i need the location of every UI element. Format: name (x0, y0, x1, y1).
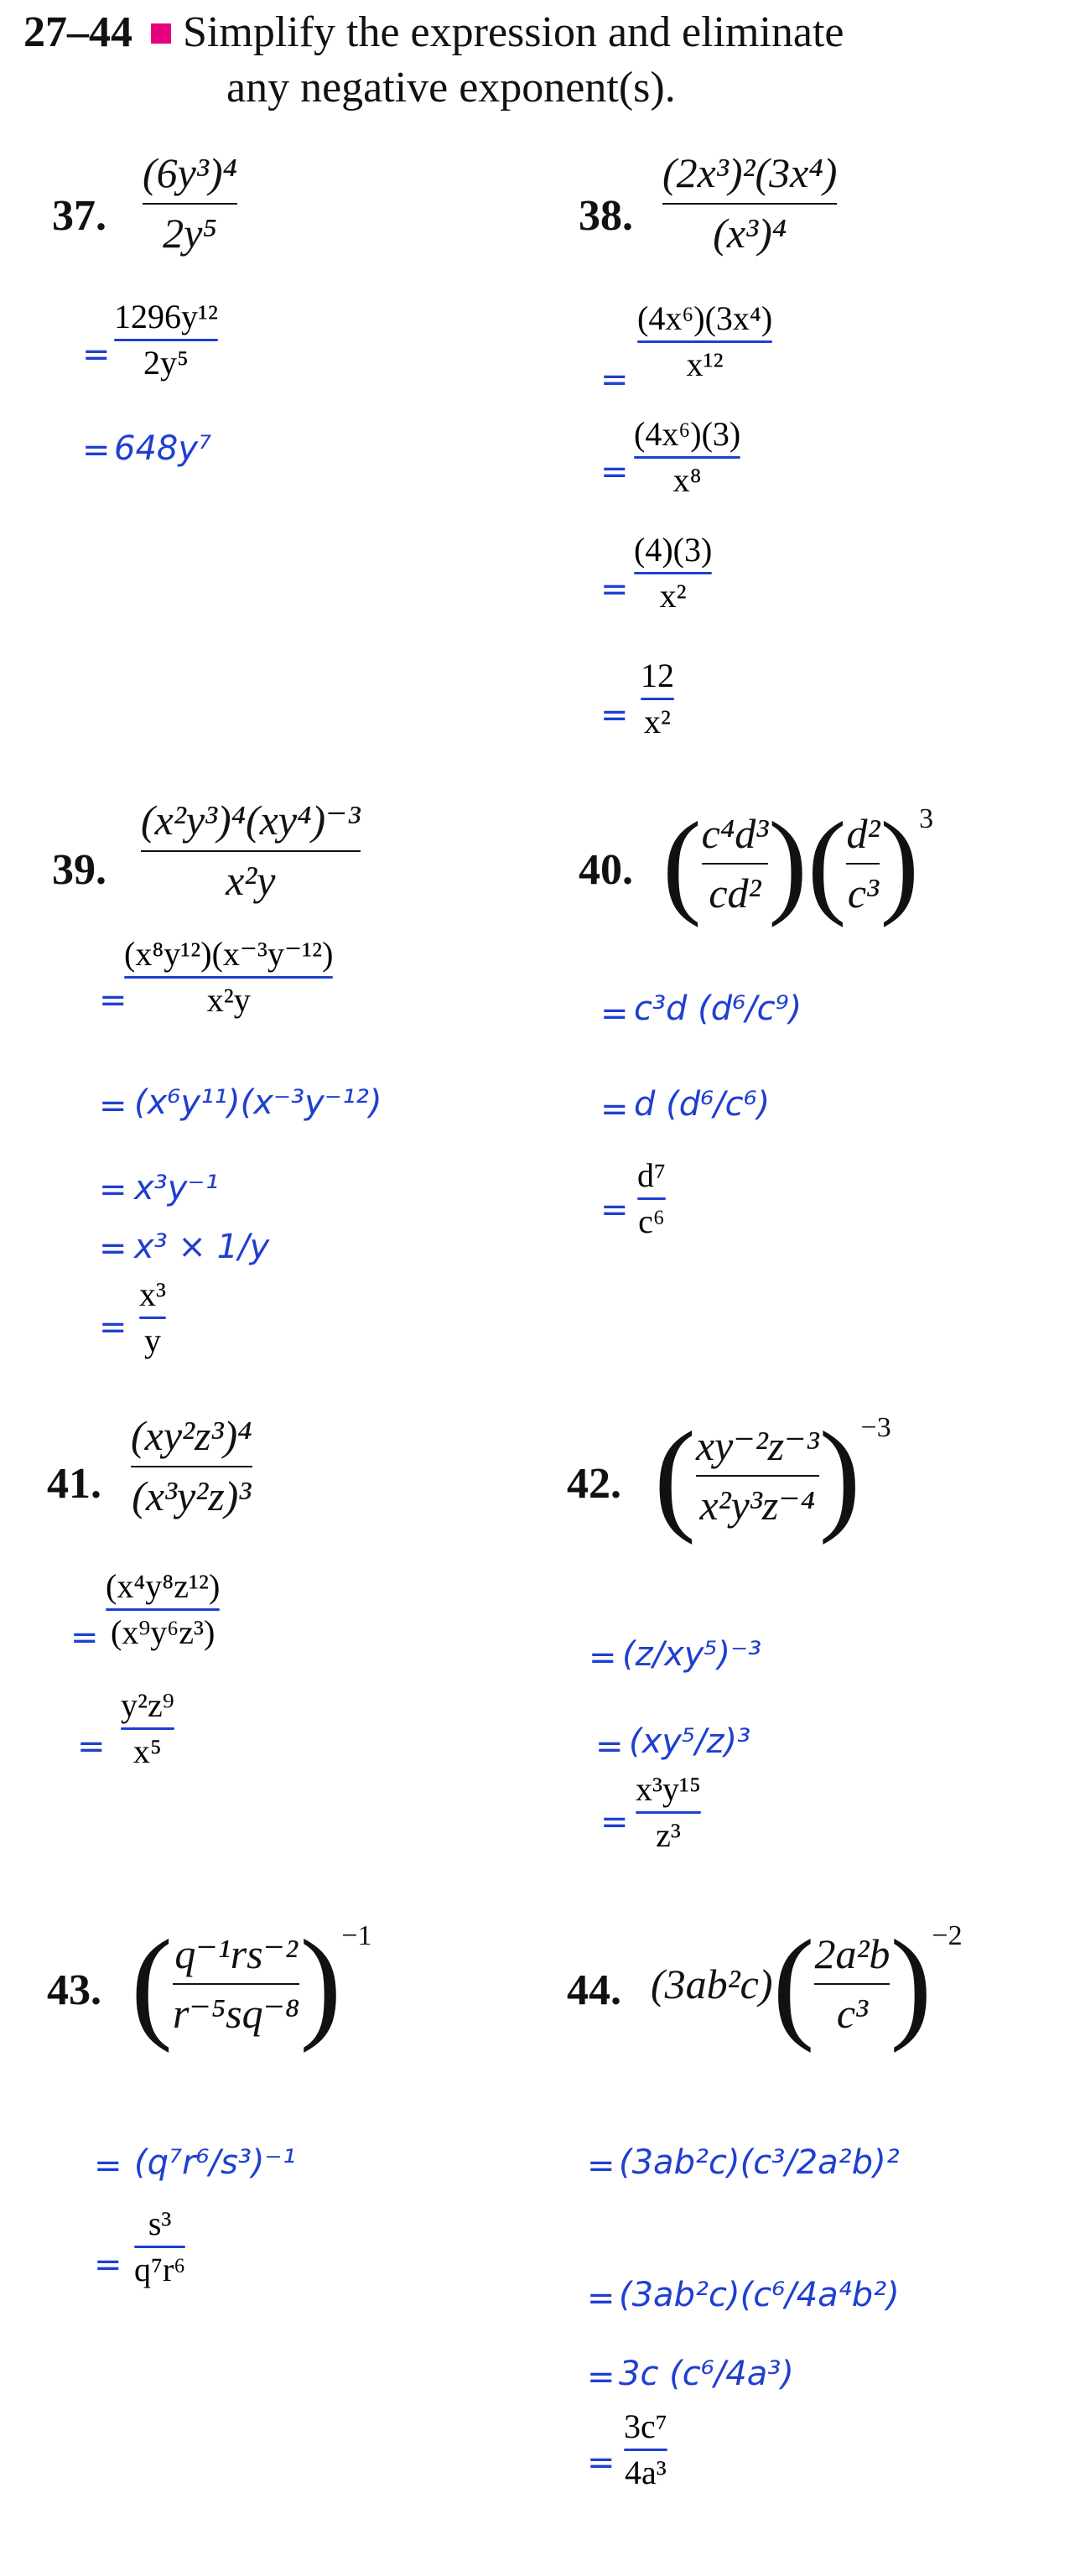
step-denominator: 2y⁵ (143, 344, 189, 382)
expression-denominator: (x³y²z)³ (132, 1472, 252, 1519)
expression-numerator: d² (846, 809, 880, 857)
problem-42-step-2: (xy⁵/z)³ (629, 1722, 751, 1761)
step-numerator: d⁷ (637, 1156, 666, 1194)
step-numerator: (x⁴y⁸z¹²) (106, 1567, 221, 1605)
equals-sign: = (600, 570, 629, 609)
problem-43-expression (131, 1914, 372, 2054)
open-paren: ( (772, 1914, 815, 2054)
fraction-bar (173, 1983, 299, 1985)
equals-sign: = (94, 2246, 122, 2284)
step-numerator: (4)(3) (634, 531, 713, 569)
problem-37-number: 37. (52, 192, 106, 240)
equals-sign: = (70, 1618, 99, 1657)
fraction-bar (634, 456, 740, 459)
problem-37-step-1 (114, 299, 218, 382)
problem-39-number: 39. (52, 846, 106, 894)
problem-44-step-1: (3ab²c)(c³/2a²b)² (619, 2143, 900, 2182)
equals-sign: = (82, 335, 111, 374)
equals-sign: = (82, 431, 111, 470)
exercise-range: 27–44 (23, 8, 132, 56)
problem-43-step-2 (134, 2205, 185, 2288)
expression-denominator: 2y⁵ (163, 209, 217, 257)
section-header (23, 7, 844, 59)
equals-sign: = (99, 1229, 127, 1268)
close-paren: ) (768, 798, 807, 928)
equals-sign: = (99, 1171, 127, 1209)
problem-41-number: 41. (47, 1460, 101, 1508)
expression-denominator: cd² (709, 870, 761, 917)
expression-fraction (696, 1422, 819, 1530)
fraction-bar (121, 1727, 174, 1730)
problem-41-step-2 (121, 1687, 174, 1770)
problem-39-step-3: x³y⁻¹ (134, 1169, 219, 1208)
fraction-bar (143, 203, 237, 205)
problem-39-step-1 (124, 936, 333, 1019)
problem-44-step-4 (624, 2408, 667, 2491)
equals-sign: = (94, 2147, 122, 2185)
step-numerator: s³ (148, 2205, 172, 2242)
instructions-line-2: any negative exponent(s). (226, 64, 676, 112)
fraction-bar (134, 2246, 185, 2248)
instructions-line-1: Simplify the expression and eliminate (183, 8, 844, 56)
fraction-bar (636, 1811, 701, 1814)
open-paren: ( (662, 798, 702, 928)
expression-numerator: (x²y³)⁴(xy⁴)⁻³ (141, 797, 361, 844)
problem-44-step-2: (3ab²c)(c⁶/4a⁴b²) (619, 2276, 900, 2314)
fraction-bar (114, 339, 218, 341)
problem-39-expression (141, 797, 361, 905)
fraction-bar (124, 976, 333, 979)
close-paren: ) (890, 1914, 932, 2054)
close-paren: ) (880, 798, 920, 928)
problem-40-step-3 (637, 1157, 666, 1240)
fraction-bar (637, 340, 772, 343)
expression-fraction (173, 1930, 299, 2038)
step-denominator: z³ (656, 1816, 681, 1854)
fraction-bar (139, 1317, 166, 1319)
problem-44-number: 44. (567, 1966, 621, 2014)
step-numerator: 1296y¹² (114, 298, 218, 335)
problem-42-number: 42. (567, 1460, 621, 1508)
equals-sign: = (600, 1191, 629, 1229)
problem-43-step-1: (q⁷r⁶/s³)⁻¹ (134, 2143, 296, 2182)
expression-fraction-2 (846, 810, 880, 918)
step-denominator: x²y (206, 981, 251, 1019)
problem-40-expression (662, 797, 933, 931)
equals-sign: = (587, 2358, 615, 2397)
problem-38-step-1 (637, 300, 772, 383)
step-numerator: (4x⁶)(3x⁴) (637, 299, 773, 337)
expression-lead: (3ab²c) (651, 1961, 773, 2007)
fraction-bar (696, 1475, 819, 1477)
problem-38-step-3 (634, 532, 712, 615)
magenta-square-icon (151, 23, 171, 44)
step-numerator: x³y¹⁵ (636, 1770, 701, 1808)
equals-sign: = (587, 2279, 615, 2318)
problem-38-step-4 (641, 657, 674, 740)
equals-sign: = (99, 1308, 127, 1347)
problem-43-number: 43. (47, 1966, 101, 2014)
fraction-bar (634, 572, 712, 574)
step-numerator: y²z⁹ (121, 1686, 174, 1724)
step-numerator: (x⁸y¹²)(x⁻³y⁻¹²) (124, 935, 334, 973)
fraction-bar (662, 203, 837, 205)
step-numerator: 3c⁷ (624, 2407, 667, 2445)
expression-denominator: x²y³z⁻⁴ (699, 1482, 816, 1529)
close-paren: ) (818, 1406, 861, 1545)
close-paren: ) (299, 1914, 342, 2054)
equals-sign: = (587, 2444, 615, 2482)
step-denominator: 4a³ (624, 2454, 667, 2491)
equals-sign: = (99, 981, 127, 1020)
problem-42-expression (654, 1406, 891, 1545)
problem-44-expression (651, 1914, 963, 2054)
problem-38-number: 38. (579, 192, 633, 240)
equals-sign: = (595, 1727, 624, 1766)
equals-sign: = (600, 361, 629, 399)
expression-exponent: −3 (860, 1412, 891, 1443)
step-denominator: x² (644, 703, 671, 740)
expression-numerator: xy⁻²z⁻³ (695, 1421, 819, 1469)
step-denominator: x⁸ (672, 461, 702, 499)
equals-sign: = (587, 2147, 615, 2185)
expression-denominator: c³ (847, 870, 880, 917)
step-denominator: x⁵ (132, 1732, 162, 1770)
problem-42-step-3 (636, 1771, 701, 1854)
problem-41-expression (131, 1412, 252, 1520)
expression-fraction (814, 1930, 890, 2038)
fraction-bar (141, 850, 361, 852)
problem-39-step-2: (x⁶y¹¹)(x⁻³y⁻¹²) (134, 1083, 382, 1122)
problem-38-step-2 (634, 416, 740, 499)
open-paren: ( (131, 1914, 173, 2054)
expression-fraction-1 (702, 810, 769, 918)
problem-39-step-5 (139, 1276, 166, 1359)
fraction-bar (624, 2449, 667, 2451)
equals-sign: = (600, 1803, 629, 1841)
expression-exponent: −1 (341, 1920, 372, 1951)
step-numerator: 12 (641, 657, 674, 694)
expression-denominator: (x³)⁴ (713, 209, 787, 257)
equals-sign: = (589, 1639, 617, 1677)
step-denominator: (x⁹y⁶z³) (111, 1613, 215, 1651)
problem-38-expression (662, 149, 837, 257)
problem-41-step-1 (106, 1568, 220, 1651)
equals-sign: = (99, 1087, 127, 1125)
step-denominator: q⁷r⁶ (134, 2251, 186, 2288)
fraction-bar (131, 1466, 252, 1467)
step-denominator: x² (659, 577, 687, 615)
equals-sign: = (600, 453, 629, 491)
expression-numerator: (2x³)²(3x⁴) (662, 149, 838, 196)
expression-exponent: 3 (919, 803, 934, 834)
problem-40-step-2: d (d⁶/c⁶) (634, 1085, 771, 1124)
problem-40-step-1: c³d (d⁶/c⁹) (634, 989, 802, 1028)
fraction-bar (106, 1608, 220, 1611)
step-numerator: x³ (139, 1275, 166, 1313)
problem-42-step-1: (z/xy⁵)⁻³ (622, 1635, 762, 1674)
fraction-bar (641, 698, 674, 700)
problem-37-expression (143, 149, 237, 257)
problem-39-step-4: x³ × 1/y (134, 1228, 270, 1266)
expression-exponent: −2 (932, 1920, 963, 1951)
equals-sign: = (600, 696, 629, 735)
equals-sign: = (600, 1090, 629, 1129)
step-denominator: y (144, 1322, 161, 1359)
equals-sign: = (600, 995, 629, 1033)
expression-numerator: (6y³)⁴ (143, 149, 237, 196)
fraction-bar (637, 1197, 666, 1200)
equals-sign: = (77, 1727, 106, 1766)
expression-numerator: c⁴d³ (701, 809, 769, 857)
problem-40-number: 40. (579, 846, 633, 894)
expression-numerator: q⁻¹rs⁻² (174, 1929, 299, 1977)
expression-denominator: x²y (226, 856, 276, 904)
fraction-bar (814, 1983, 890, 1985)
problem-44-step-3: 3c (c⁶/4a³) (619, 2355, 794, 2393)
fraction-bar (846, 863, 880, 865)
open-paren: ( (654, 1406, 696, 1545)
expression-denominator: c³ (836, 1990, 869, 2037)
expression-numerator: (xy²z³)⁴ (131, 1412, 252, 1459)
open-paren: ( (807, 798, 847, 928)
step-denominator: c⁶ (638, 1202, 665, 1240)
fraction-bar (702, 863, 769, 865)
step-denominator: x¹² (686, 345, 724, 383)
problem-37-step-2: 648y⁷ (114, 429, 212, 468)
expression-denominator: r⁻⁵sq⁻⁸ (172, 1990, 300, 2037)
step-numerator: (4x⁶)(3) (634, 415, 741, 453)
expression-numerator: 2a²b (814, 1929, 890, 1977)
